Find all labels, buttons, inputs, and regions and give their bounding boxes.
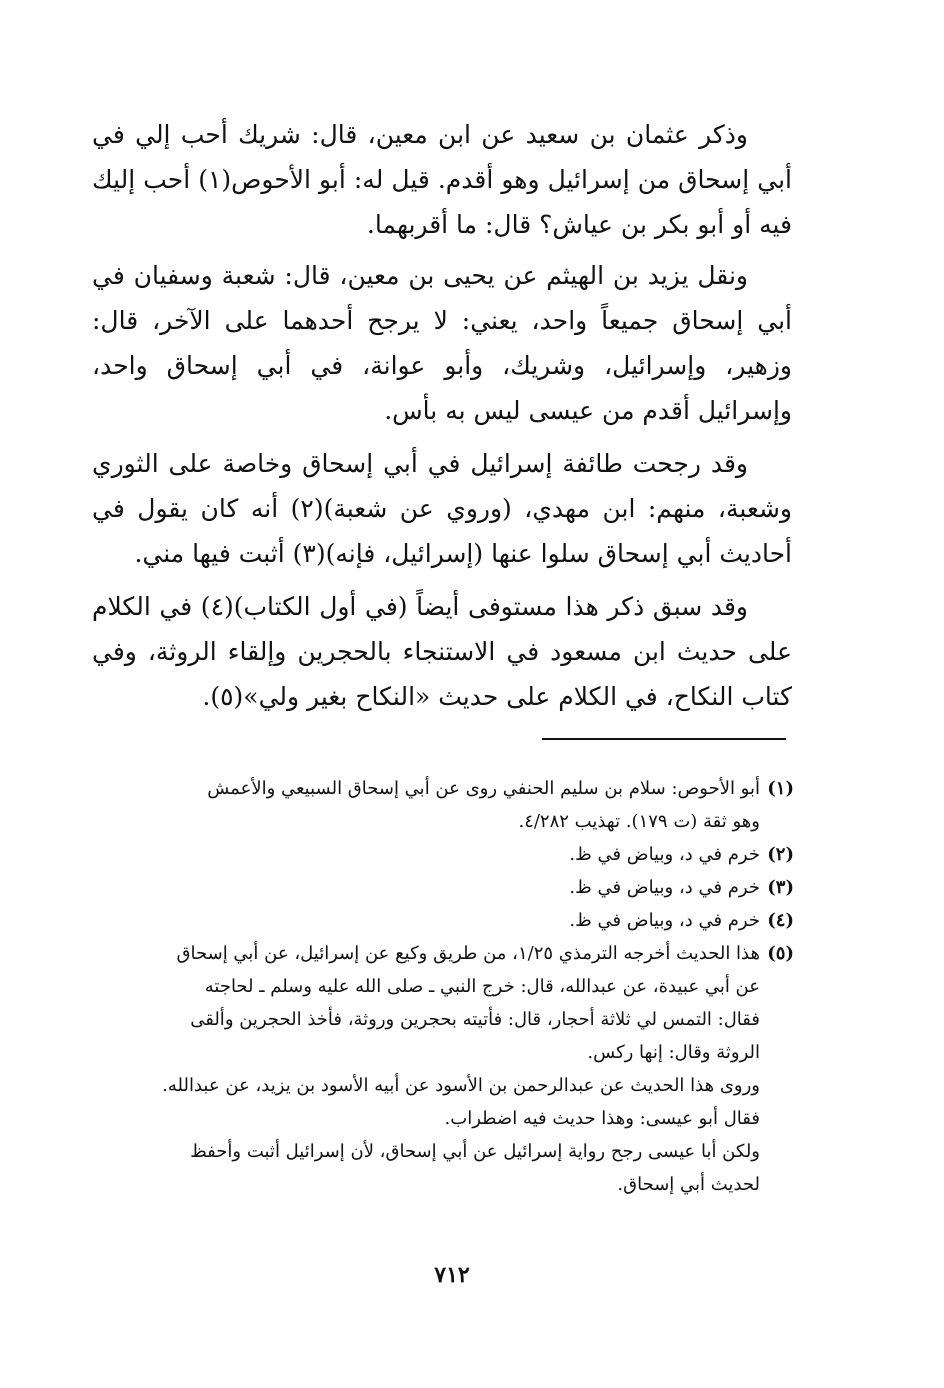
- footnote-number: (١): [767, 778, 794, 799]
- footnote: [94, 937, 794, 1201]
- paragraph-4: وقد سبق ذكر هذا مستوفى أيضاً (في أول الكتاب)(٤) في الكلام على حديث ابن مسعود في الاستنجاء بالحجرين وإلقاء الروثة، وفي كتاب النكاح، في الكلام على حديث «النكاح بغير ولي»(٥).: [92, 592, 792, 711]
- footnote: [94, 871, 794, 904]
- footnote-body: [94, 838, 760, 871]
- footnote-number: (٢): [767, 844, 794, 865]
- paragraph-2: ونقل يزيد بن الهيثم عن يحيى بن معين، قال: شعبة وسفيان في أبي إسحاق جميعاً واحد، يعني: لا يرجح أحدهما على الآخر، قال: وزهير، وإسرائيل، وشريك، وأبو عوانة، في أبي إسحاق واحد، وإسرائيل أقدم من عيسى ليس به بأس.: [92, 261, 792, 425]
- footnote-body: [94, 904, 760, 937]
- footnote-line: لحديث أبي إسحاق.: [617, 1174, 760, 1195]
- footnotes: [94, 772, 794, 1201]
- paragraph-3: وقد رجحت طائفة إسرائيل في أبي إسحاق وخاصة على الثوري وشعبة، منهم: ابن مهدي، (وروي عن شعبة)(٢) أنه كان يقول في أحاديث أبي إسحاق سلوا عنها (إسرائيل، فإنه)(٣) أثبت فيها مني.: [92, 449, 792, 568]
- footnote-line: فقال: التمس لي ثلاثة أحجار، قال: فأتيته بحجرين وروثة، فأخذ الحجرين وألقى: [190, 1009, 760, 1030]
- main-text: [92, 112, 792, 727]
- footnote-line: خرم في د، وبياض في ظ.: [569, 910, 760, 931]
- footnote-number: (٣): [767, 877, 794, 898]
- footnote-line: وروى هذا الحديث عن عبدالرحمن بن الأسود عن أبيه الأسود بن يزيد، عن عبدالله.: [162, 1075, 760, 1096]
- footnote: [94, 904, 794, 937]
- footnote-body: [94, 937, 760, 1201]
- footnote-body: [94, 772, 760, 838]
- footnote: [94, 838, 794, 871]
- footnote-line: عن أبي عبيدة، عن عبدالله، قال: خرج النبي ـ صلى الله عليه وسلم ـ لحاجته: [204, 976, 760, 997]
- footnote-line: ولكن أبا عيسى رجح رواية إسرائيل عن أبي إسحاق، لأن إسرائيل أثبت وأحفظ: [190, 1141, 760, 1162]
- footnote-line: خرم في د، وبياض في ظ.: [569, 877, 760, 898]
- footnote-number: (٤): [767, 910, 794, 931]
- footnote-number: (٥): [767, 943, 794, 964]
- footnote-body: [94, 871, 760, 904]
- footnote-line: أبو الأحوص: سلام بن سليم الحنفي روى عن أبي إسحاق السبيعي والأعمش: [207, 778, 760, 799]
- footnote-separator: [542, 738, 786, 740]
- footnote-line: فقال أبو عيسى: وهذا حديث فيه اضطراب.: [444, 1108, 760, 1129]
- paragraph-1: وذكر عثمان بن سعيد عن ابن معين، قال: شريك أحب إلي في أبي إسحاق من إسرائيل وهو أقدم. قيل له: أبو الأحوص(١) أحب إليك فيه أو أبو بكر بن عياش؟ قال: ما أقربهما.: [92, 120, 792, 239]
- footnote-line: وهو ثقة (ت ١٧٩). تهذيب ٤/٢٨٢.: [518, 811, 760, 832]
- page-number: ٧١٢: [434, 1262, 470, 1288]
- footnote-line: هذا الحديث أخرجه الترمذي ١/٢٥، من طريق وكيع عن إسرائيل، عن أبي إسحاق: [176, 943, 760, 964]
- footnote-line: خرم في د، وبياض في ظ.: [569, 844, 760, 865]
- footnote: [94, 772, 794, 838]
- footnote-line: الروثة وقال: إنها ركس.: [587, 1042, 760, 1063]
